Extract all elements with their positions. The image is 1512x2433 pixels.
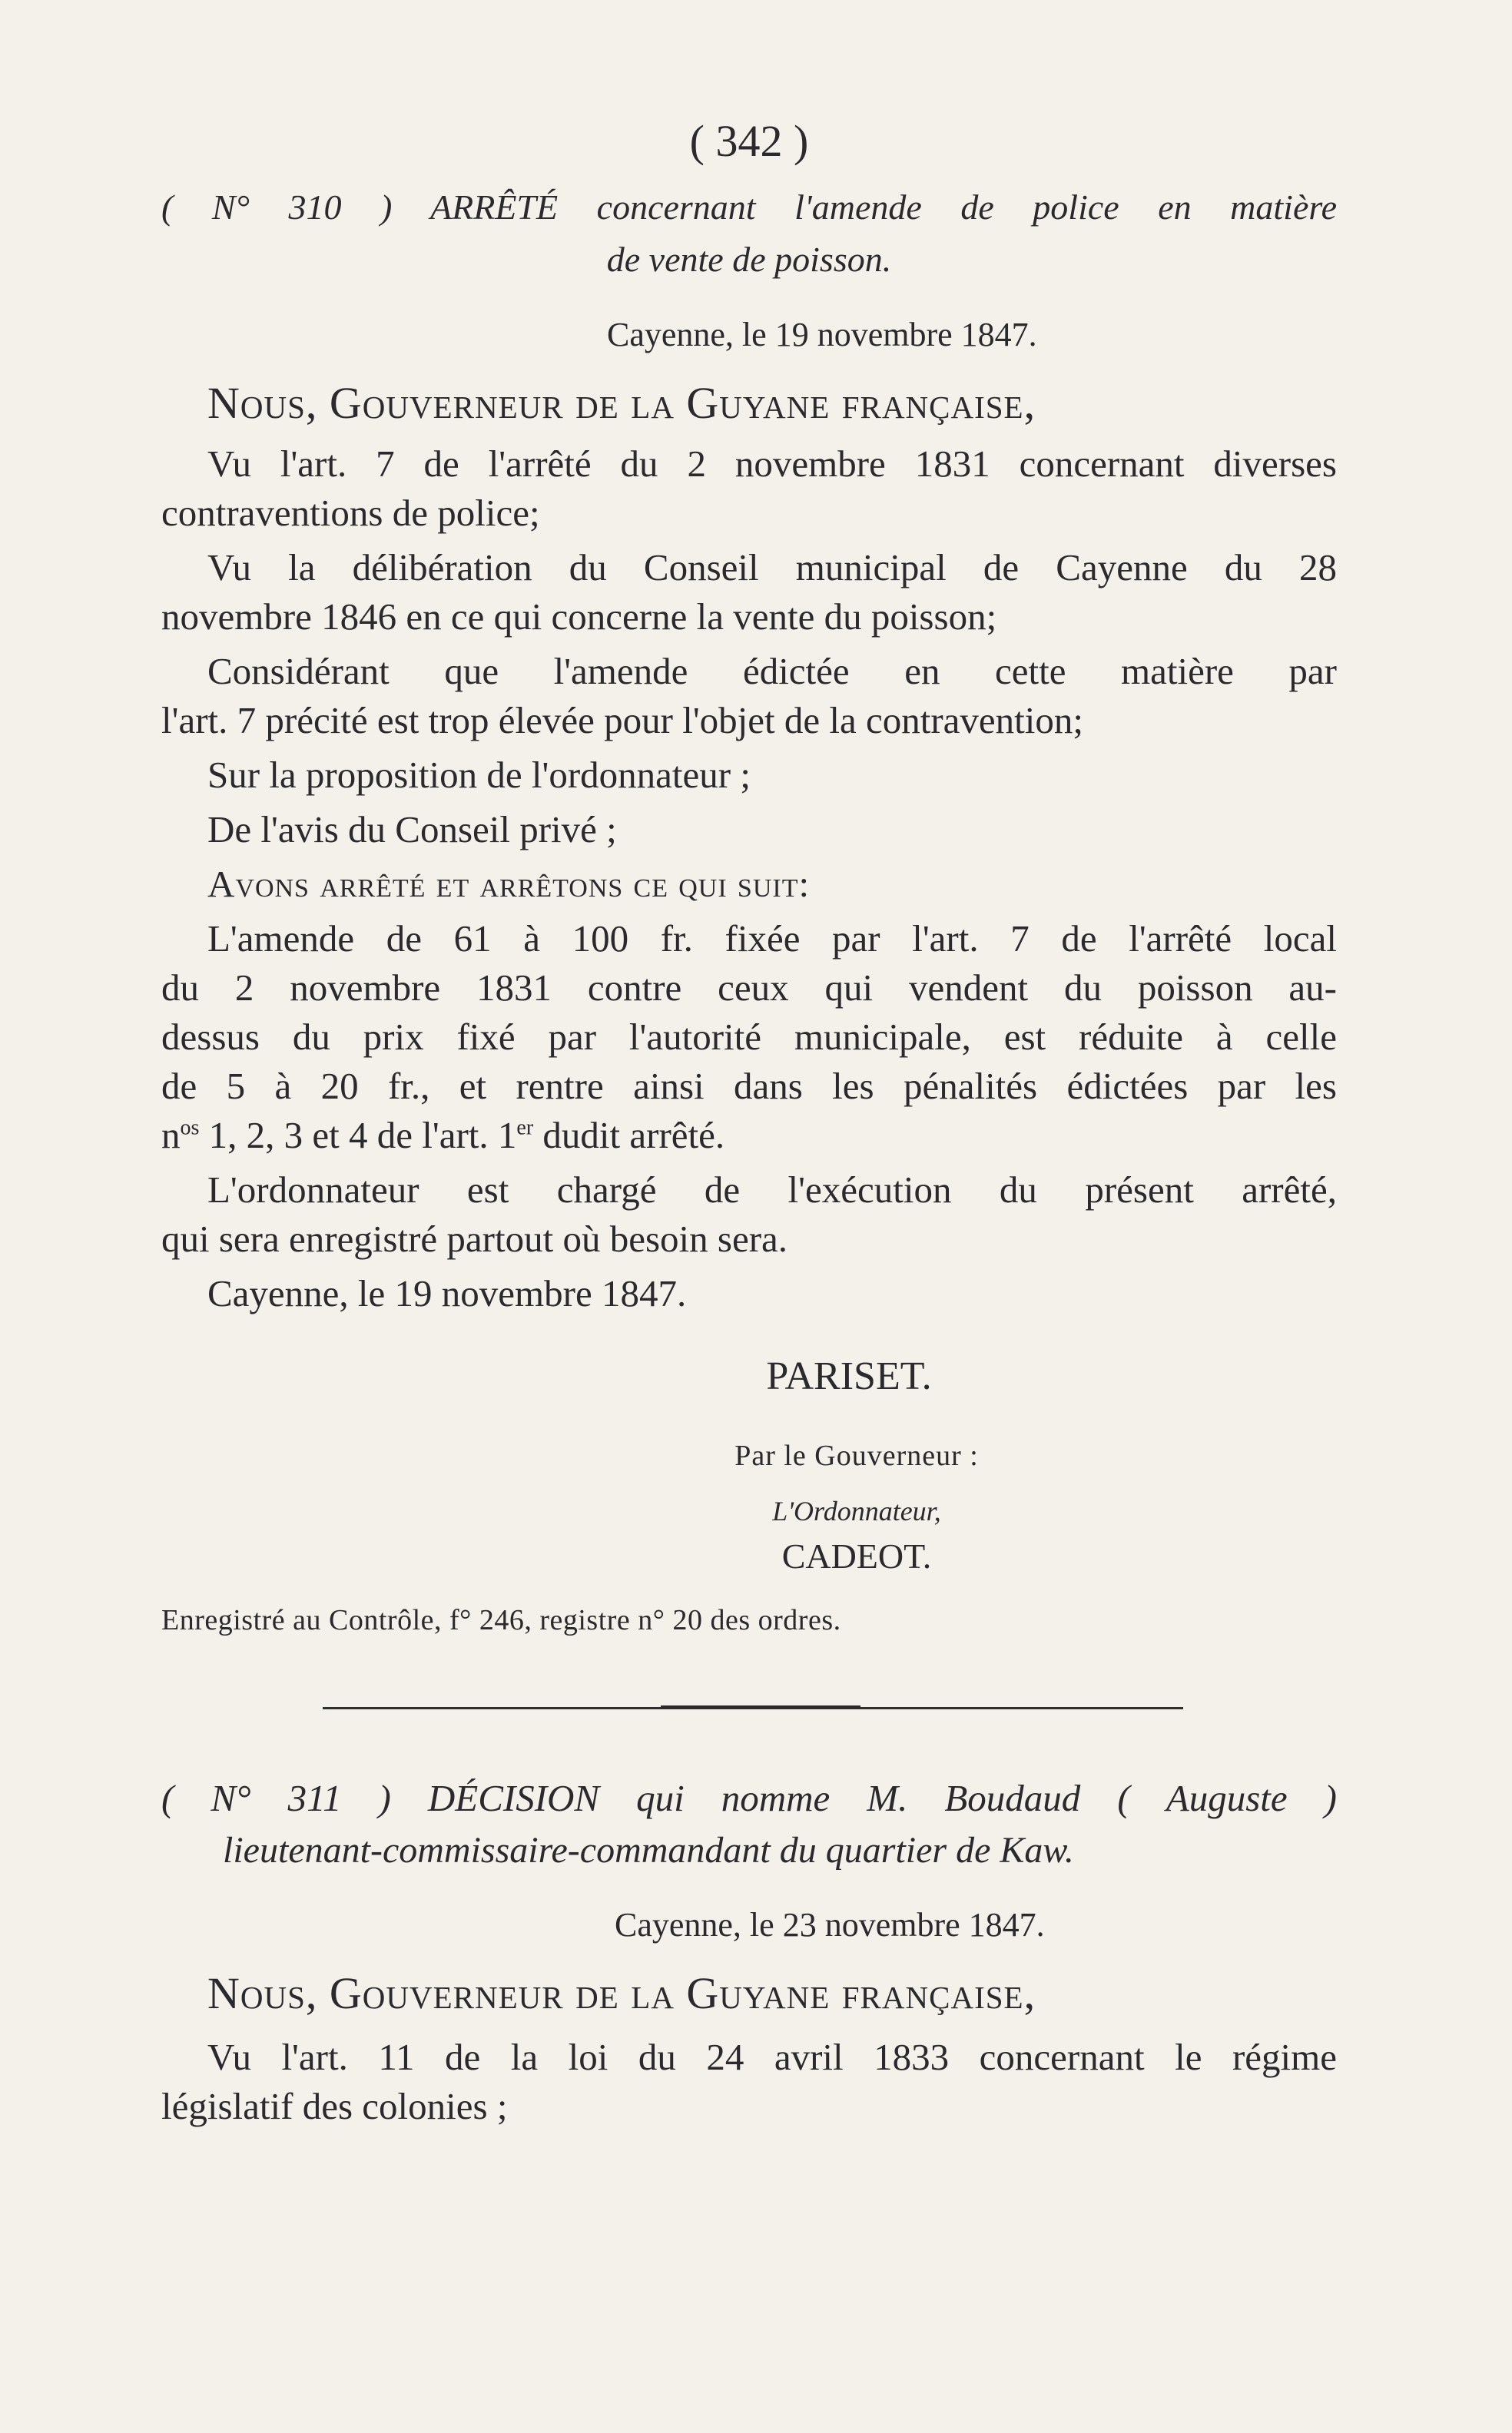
doc2-p1-l2: législatif des colonies ; xyxy=(161,2085,508,2127)
doc1-p7-l4: de 5 à 20 fr., et rentre ainsi dans les pénalités édictées par les xyxy=(161,1065,1337,1107)
doc1-p3-l2: l'art. 7 précité est trop élevée pour l'objet de la contravention; xyxy=(161,699,1083,741)
doc1-p3-l1: Considérant que l'amende édictée en cette matière par xyxy=(207,650,1337,692)
doc2-body xyxy=(161,2033,1337,2131)
doc1-closing-date: Cayenne, le 19 novembre 1847. xyxy=(207,1272,687,1314)
doc1-dateline: Cayenne, le 19 novembre 1847. xyxy=(607,316,1037,353)
doc1-countersign: CADEOT. xyxy=(781,1536,932,1576)
doc1-signature: PARISET. xyxy=(766,1354,932,1398)
doc1-p6: Avons arrêté et arrêtons ce qui suit: xyxy=(207,863,811,905)
doc1-p7-l5b: 1, 2, 3 et 4 de l'art. 1 xyxy=(199,1114,517,1156)
doc1-p2-l2: novembre 1846 en ce qui concerne la vente du poisson; xyxy=(161,595,997,638)
doc1-p1-l1: Vu l'art. 7 de l'arrêté du 2 novembre 1831 concernant diverses xyxy=(207,443,1337,485)
doc2-p1-l1: Vu l'art. 11 de la loi du 24 avril 1833 concernant le régime xyxy=(207,2036,1337,2078)
doc1-body xyxy=(161,439,1337,1318)
doc1-p7-l5 xyxy=(161,1111,1337,1160)
doc1-p7-l2: du 2 novembre 1831 contre ceux qui vendent du poisson au- xyxy=(161,966,1337,1009)
doc1-p1-l2: contraventions de police; xyxy=(161,492,540,534)
doc1-p2-l1: Vu la délibération du Conseil municipal de Cayenne du 28 xyxy=(207,546,1337,588)
doc1-heading-line1: ( N° 310 ) ARRÊTÉ concernant l'amende de police en matière xyxy=(161,187,1337,227)
doc1-p7-l3: dessus du prix fixé par l'autorité municipale, est réduite à celle xyxy=(161,1016,1337,1058)
doc1-p4: Sur la proposition de l'ordonnateur ; xyxy=(207,754,751,796)
doc2-dateline: Cayenne, le 23 novembre 1847. xyxy=(615,1906,1045,1944)
doc2-nous-line: Nous, Gouverneur de la Guyane française, xyxy=(207,1968,1036,2018)
page-number: ( 342 ) xyxy=(689,116,809,166)
doc1-p8-l1: L'ordonnateur est chargé de l'exécution du présent arrêté, xyxy=(207,1168,1337,1211)
doc1-enregistre: Enregistré au Contrôle, f° 246, registre n° 20 des ordres. xyxy=(161,1604,841,1636)
doc1-p7-l5sup: os xyxy=(180,1115,200,1140)
doc1-p7-l5c: dudit arrêté. xyxy=(533,1114,725,1156)
section-divider-center xyxy=(661,1705,860,1709)
doc1-ordonnateur: L'Ordonnateur, xyxy=(772,1496,941,1526)
doc1-nous-line: Nous, Gouverneur de la Guyane française, xyxy=(207,378,1036,428)
doc2-heading-line2: lieutenant-commissaire-commandant du quartier de Kaw. xyxy=(223,1830,1074,1871)
doc1-p7-l1: L'amende de 61 à 100 fr. fixée par l'art. 7 de l'arrêté local xyxy=(207,917,1337,960)
doc1-p7-l5a: n xyxy=(161,1114,181,1156)
doc1-par-le: Par le Gouverneur : xyxy=(734,1440,979,1472)
doc1-heading-line2: de vente de poisson. xyxy=(606,240,892,279)
doc1-p8-l2: qui sera enregistré partout où besoin sera. xyxy=(161,1218,788,1260)
doc1-p5: De l'avis du Conseil privé ; xyxy=(207,808,617,850)
doc2-heading-line1: ( N° 311 ) DÉCISION qui nomme M. Boudaud ( Auguste ) xyxy=(161,1777,1337,1819)
doc1-p7-l5sup2: er xyxy=(516,1115,534,1140)
